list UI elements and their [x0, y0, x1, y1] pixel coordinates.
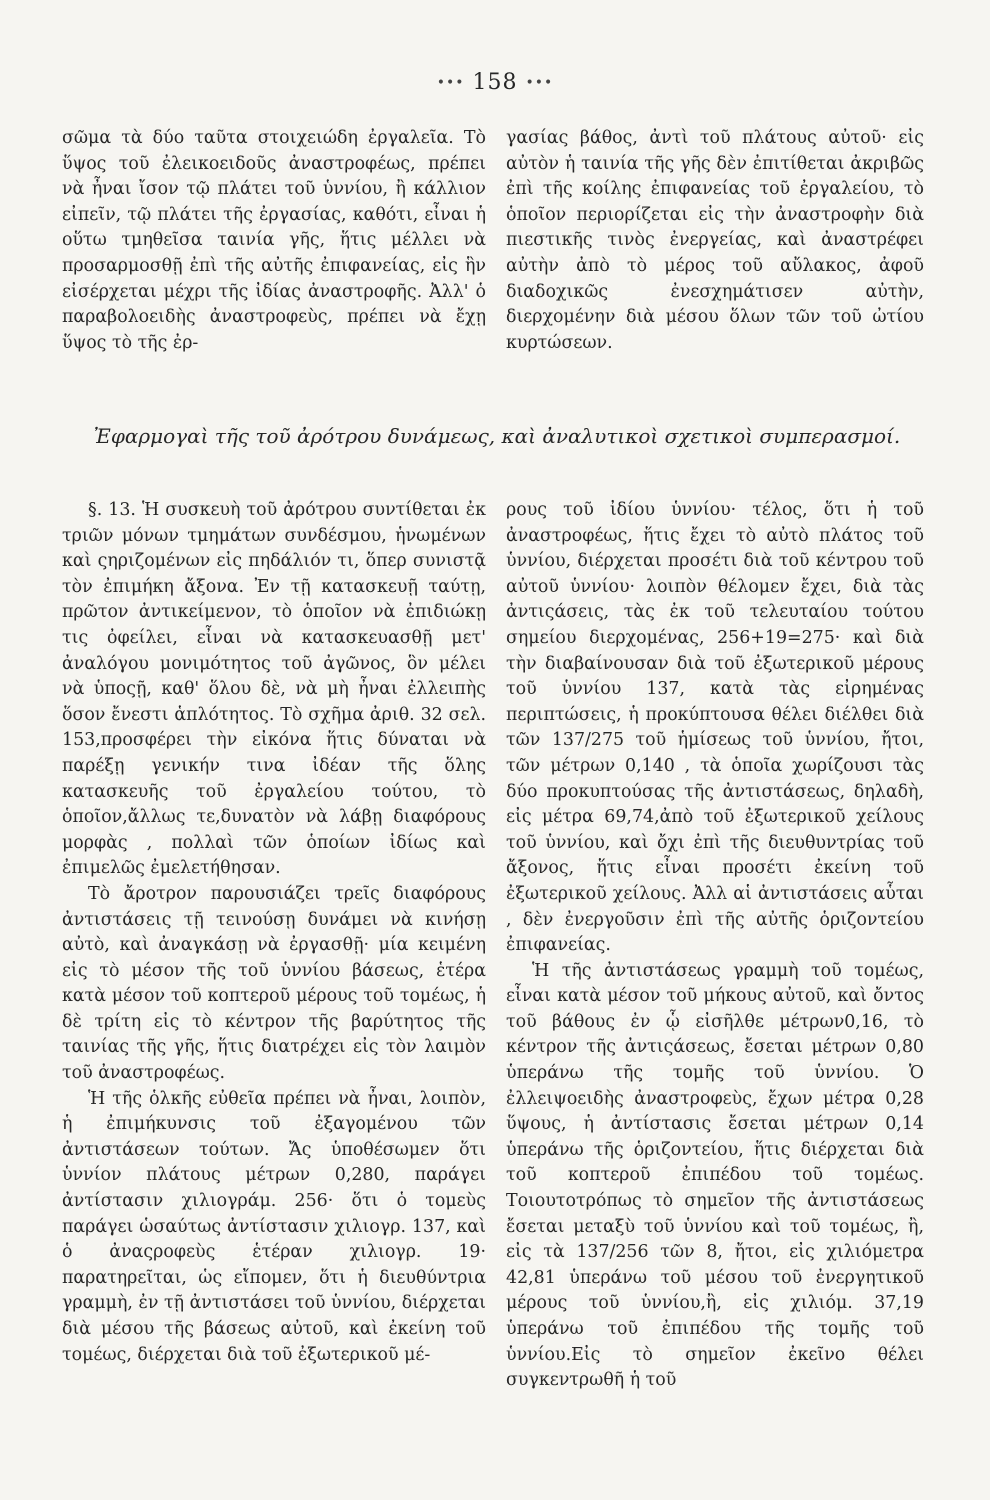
ornament-left: •••	[436, 75, 465, 91]
left-column	[62, 498, 486, 1368]
paragraph: Ἡ τῆς ὁλκῆς εὐθεῖα πρέπει νὰ ἦναι, λοιπὸν, ἡ ἐπιμήκυνσις τοῦ ἐξαγομένου τῶν ἀντιστάσεων τούτων. Ἄς ὑποθέσωμεν ὅτι ὑννίον πλάτους μέτρων 0,280, παράγει ἀντίστασιν χιλιογράμ. 256· ὅτι ὁ τομεὺς παράγει ὡσαύτως ἀντίστασιν χιλιογρ. 137, καὶ ὁ ἀναςροφεὺς ἑτέραν χιλιογρ. 19· παρατηρεῖται, ὡς εἴπομεν, ὅτι ἡ διευθύντρια γραμμὴ, ἐν τῇ ἀντιστάσει τοῦ ὑννίου, διέρχεται διὰ μέσου τῆς βάσεως αὐτοῦ, καὶ ἐκείνη τοῦ τομέως, διέρχεται διὰ τοῦ ἐξωτερικοῦ μέ-	[62, 1088, 486, 1365]
section-heading: Ἐφαρμογαὶ τῆς τοῦ ἀρότρου δυνάμεως, καὶ ἀναλυτικοὶ σχετικοὶ συμπερασμοί.	[93, 424, 901, 448]
paragraph: §. 13. Ἡ συσκευὴ τοῦ ἀρότρου συντίθεται ἐκ τριῶν μόνων τμημάτων συνδέσμου, ἡνωμένων καὶ ςηριζομένων εἰς πηδάλιόν τι, ὅπερ συνιστᾷ τὸν ἐπιμήκη ἄξονα. Ἐν τῇ κατασκευῇ ταύτῃ, πρῶτον ἀντικείμενον, τὸ ὁποῖον νὰ ἐπιδιώκῃ τις ὀφείλει, εἶναι νὰ κατασκευασθῇ μετ' ἀναλόγου μονιμότητος τοῦ ἀγῶνος, ὃν μέλει νὰ ὑποςῇ, καθ' ὅλου δὲ, νὰ μὴ ἦναι ἐλλειπὴς ὅσον ἔνεστι ἁπλότητος. Τὸ σχῆμα ἀριθ. 32 σελ. 153,προσφέρει τὴν εἰκόνα ἥτις δύναται νὰ παρέξῃ γενικήν τινα ἰδέαν τῆς ὅλης κατασκευῆς τοῦ ἐργαλείου τούτου, τὸ ὁποῖον,ἄλλως τε,δυνατὸν νὰ λάβῃ διαφόρους μορφὰς , πολλαὶ τῶν ὁποίων ἰδίως καὶ ἐπιμελῶς ἐμελετήθησαν.	[62, 500, 486, 879]
page-number: 158	[472, 70, 518, 95]
paragraph: Ἡ τῆς ἀντιστάσεως γραμμὴ τοῦ τομέως, εἶναι κατὰ μέσον τοῦ μήκους αὐτοῦ, καὶ ὄντος τοῦ βάθους ἐν ᾧ εἰσῆλθε μέτρων0,16, τὸ κέντρον τῆς ἀντιςάσεως, ἔσεται μέτρων 0,80 ὑπεράνω τῆς τομῆς τοῦ ὑννίου. Ὁ ἐλλειψοειδὴς ἀναστροφεὺς, ἔχων μέτρα 0,28 ὕψους, ἡ ἀντίστασις ἔσεται μέτρων 0,14 ὑπεράνω τῆς ὁριζοντείου, ἥτις διέρχεται διὰ τοῦ κοπτεροῦ ἐπιπέδου τοῦ τομέως. Τοιουτοτρόπως τὸ σημεῖον τῆς ἀντιστάσεως ἔσεται μεταξὺ τοῦ ὑννίου καὶ τοῦ τομέως, ἢ, εἰς τὰ 137/256 τῶν 8, ἤτοι, εἰς χιλιόμετρα 42,81 ὑπεράνω τοῦ μέσου τοῦ ἐνεργητικοῦ μέρους τοῦ ὑννίου,ἢ, εἰς χιλιόμ. 37,19 ὑπεράνω τοῦ ἐπιπέδου τῆς τομῆς τοῦ ὑννίου.Εἰς τὸ σημεῖον ἐκεῖνο θέλει συγκεντρωθῆ ἡ τοῦ	[506, 960, 924, 1391]
top-right-text: γασίας βάθος, ἀντὶ τοῦ πλάτους αὐτοῦ· εἰς αὐτὸν ἡ ταινία τῆς γῆς δὲν ἐπιτίθεται ἀκριβῶς ἐπὶ τῆς κοίλης ἐπιφανείας τοῦ ἐργαλείου, τὸ ὁποῖον περιορίζεται εἰς τὴν ἀναστροφὴν διὰ πιεστικῆς τινὸς ἐνεργείας, καὶ ἀναστρέφει αὐτὴν ἀπὸ τὸ μέρος τοῦ αὔλακος, ἀφοῦ διαδοχικῶς ἐνεσχημάτισεν αὐτὴν, διερχομένην διὰ μέσου ὅλων τῶν τοῦ ὠτίου κυρτώσεων.	[506, 128, 924, 353]
right-column	[506, 498, 924, 1394]
top-left-text: σῶμα τὰ δύο ταῦτα στοιχειώδη ἐργαλεῖα. Τὸ ὕψος τοῦ ἐλεικοειδοῦς ἀναστροφέως, πρέπει νὰ ἦναι ἴσον τῷ πλάτει τοῦ ὑννίου, ἢ κάλλιον εἰπεῖν, τῷ πλάτει τῆς ἐργασίας, καθότι, εἶναι ἡ οὕτω τμηθεῖσα ταινία γῆς, ἥτις μέλλει νὰ προσαρμοσθῇ ἐπὶ τῆς αὐτῆς ἐπιφανείας, εἰς ἣν εἰσέρχεται μέχρι τῆς ἰδίας ἀναστροφῆς. Ἀλλ' ὁ παραβολοειδὴς ἀναστροφεὺς, πρέπει νὰ ἔχῃ ὕψος τὸ τῆς ἐρ-	[62, 128, 486, 353]
paragraph: Τὸ ἄροτρον παρουσιάζει τρεῖς διαφόρους ἀντιστάσεις τῇ τεινούσῃ δυνάμει νὰ κινήσῃ αὐτὸ, καὶ ἀναγκάσῃ νὰ ἐργασθῇ· μία κειμένη εἰς τὸ μέσον τῆς τοῦ ὑννίου βάσεως, ἑτέρα κατὰ μέσον τοῦ κοπτεροῦ μέρους τοῦ τομέως, ἡ δὲ τρίτη εἰς τὸ κέντρον τῆς βαρύτητος τῆς ταινίας τῆς γῆς, ἥτις διατρέχει εἰς τὸν λαιμὸν τοῦ ἀναστροφέως.	[62, 883, 486, 1084]
ornament-right: •••	[525, 75, 554, 91]
page-header	[0, 70, 990, 95]
top-left-column	[62, 126, 486, 356]
top-right-column	[506, 126, 924, 356]
paragraph: ρους τοῦ ἰδίου ὑννίου· τέλος, ὅτι ἡ τοῦ ἀναστροφέως, ἥτις ἔχει τὸ αὐτὸ πλάτος τοῦ ὑννίου, διέρχεται προσέτι διὰ τοῦ κέντρου τοῦ αὐτοῦ ὑννίου· λοιπὸν θέλομεν ἔχει, διὰ τὰς ἀντιςάσεις, τὰς ἐκ τοῦ τελευταίου τούτου σημείου διερχομένας, 256+19=275· καὶ διὰ τὴν διαβαίνουσαν διὰ τοῦ ἐξωτερικοῦ μέρους τοῦ ὑννίου 137, κατὰ τὰς εἰρημένας περιπτώσεις, ἡ προκύπτουσα θέλει διέλθει διὰ τῶν 137/275 τοῦ ἡμίσεως τοῦ ὑννίου, ἤτοι, τῶν μέτρων 0,140 , τὰ ὁποῖα χωρίζουσι τὰς δύο προκυπτούσας τῆς ἀντιστάσεως, δηλαδὴ, εἰς μέτρα 69,74,ἀπὸ τοῦ ἐξωτερικοῦ χείλους τοῦ ὑννίου, καὶ ὄχι ἐπὶ τῆς διευθυντρίας τοῦ ἄξονος, ἥτις εἶναι προσέτι ἐκείνη τοῦ ἐξωτερικοῦ χείλους. Ἀλλ αἱ ἀντιστάσεις αὗται , δὲν ἐνεργοῦσιν ἐπὶ τῆς αὐτῆς ὁριζοντείου ἐπιφανείας.	[506, 500, 924, 956]
